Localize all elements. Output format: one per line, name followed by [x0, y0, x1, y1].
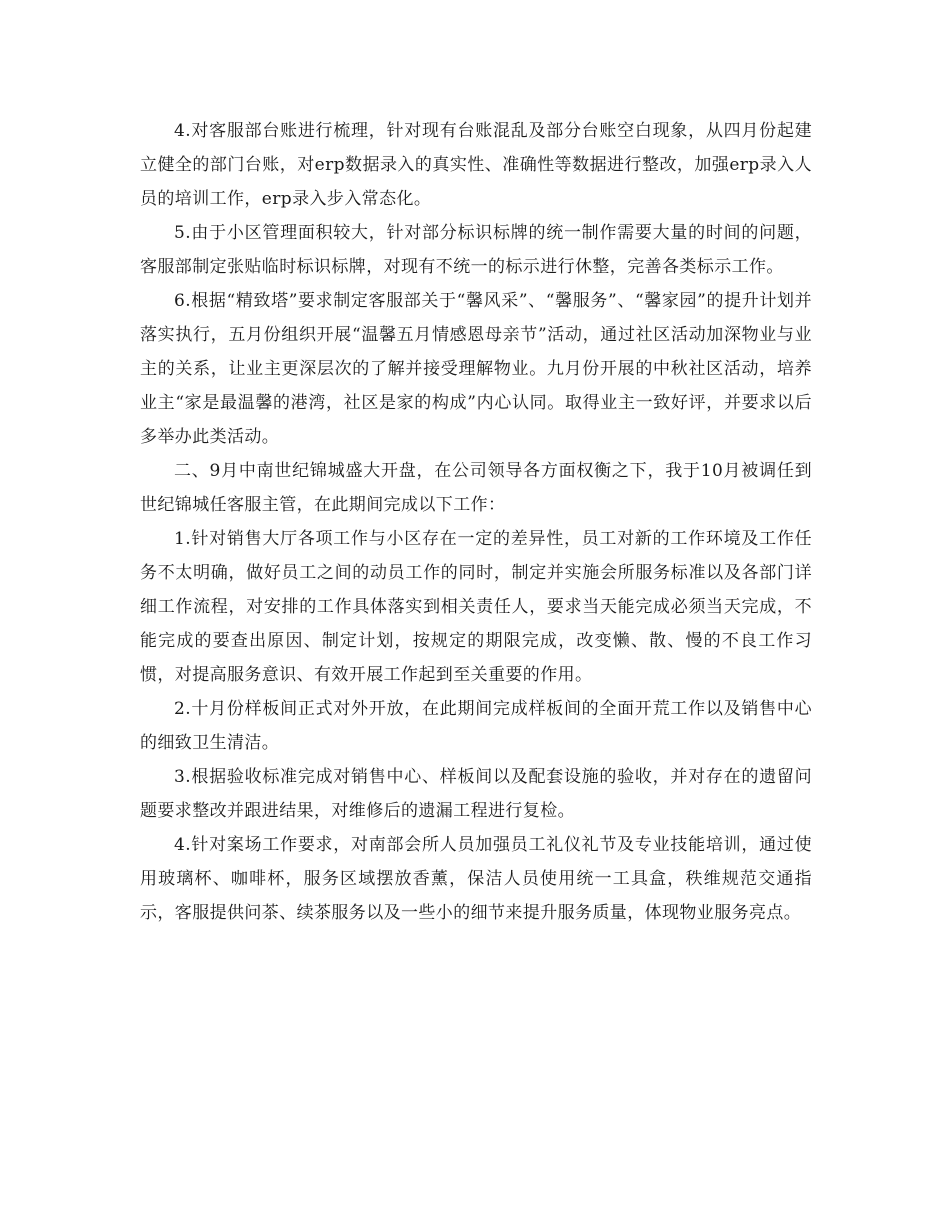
paragraph-1-sales-hall: 1.针对销售大厅各项工作与小区存在一定的差异性，员工对新的工作环境及工作任务不太明确，做好员工之间的动员工作的同时，制定并实施会所服务标准以及各部门详细工作流程，对安排的工作具体落实到相关责任人，要求当天能完成必须当天完成，不能完成的要查出原因、制定计划，按规定的期限完成，改变懒、散、慢的不良工作习惯，对提高服务意识、有效开展工作起到至关重要的作用。	[140, 529, 812, 685]
paragraph-4-ledger: 4.对客服部台账进行梳理，针对现有台账混乱及部分台账空白现象，从四月份起建立健全的部门台账，对erp数据录入的真实性、准确性等数据进行整改，加强erp录入人员的培训工作，erp录入步入常态化。	[140, 121, 812, 209]
paragraph-2-model-room: 2.十月份样板间正式对外开放，在此期间完成样板间的全面开荒工作以及销售中心的细致卫生清洁。	[140, 699, 812, 753]
document-body	[140, 114, 812, 930]
paragraph-6-community-activities: 6.根据“精致塔”要求制定客服部关于“馨风采”、“馨服务”、“馨家园”的提升计划并落实执行，五月份组织开展“温馨五月情感恩母亲节”活动，通过社区活动加深物业与业主的关系，让业主更深层次的了解并接受理解物业。九月份开展的中秋社区活动，培养业主“家是最温馨的港湾，社区是家的构成”内心认同。取得业主一致好评，并要求以后多举办此类活动。	[140, 291, 812, 447]
paragraph-4-service-quality: 4.针对案场工作要求，对南部会所人员加强员工礼仪礼节及专业技能培训，通过使用玻璃杯、咖啡杯，服务区域摆放香薰，保洁人员使用统一工具盒，秩维规范交通指示，客服提供问茶、续茶服务以及一些小的细节来提升服务质量，体现物业服务亮点。	[140, 835, 812, 923]
paragraph-5-signage: 5.由于小区管理面积较大，针对部分标识标牌的统一制作需要大量的时间的问题，客服部制定张贴临时标识标牌，对现有不统一的标示进行休整，完善各类标示工作。	[140, 223, 812, 277]
paragraph-3-inspection: 3.根据验收标准完成对销售中心、样板间以及配套设施的验收，并对存在的遗留问题要求整改并跟进结果，对维修后的遗漏工程进行复检。	[140, 767, 812, 821]
section-2-heading: 二、9月中南世纪锦城盛大开盘，在公司领导各方面权衡之下，我于10月被调任到世纪锦城任客服主管，在此期间完成以下工作：	[140, 461, 812, 515]
